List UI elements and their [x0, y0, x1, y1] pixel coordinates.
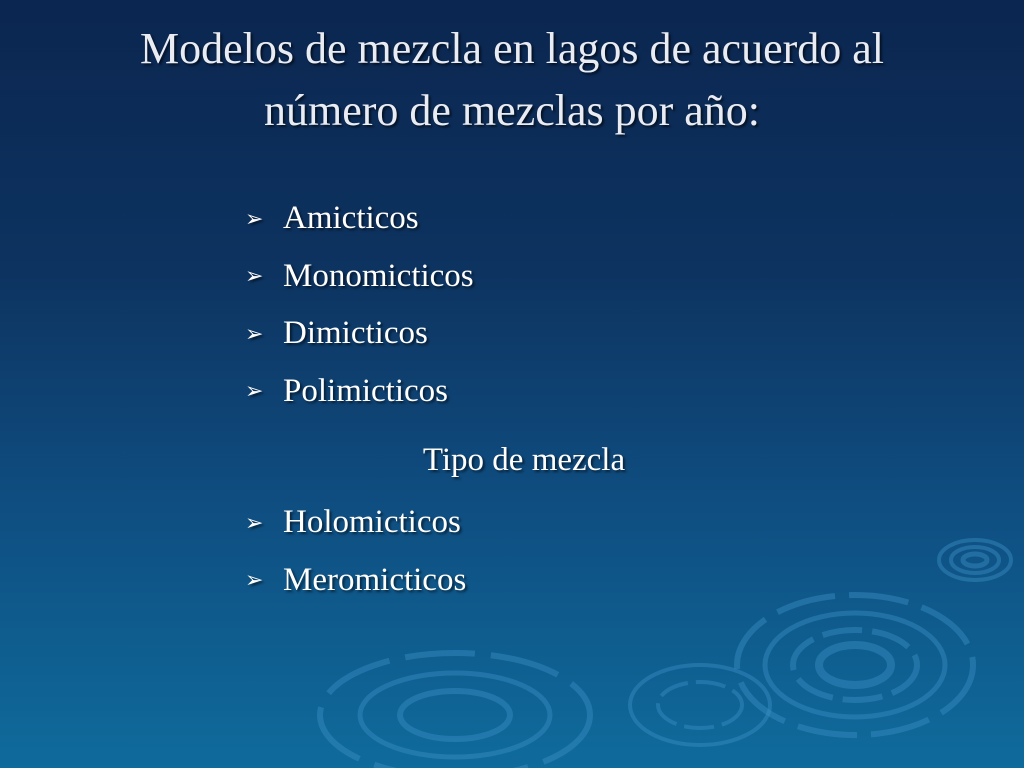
list-item [245, 248, 474, 306]
slide-title [40, 18, 984, 142]
list-item-label: Dimicticos [283, 315, 428, 352]
list-item-label: Monomicticos [283, 257, 474, 294]
list-item [245, 363, 474, 421]
arrow-bullet-icon: ➢ [245, 378, 264, 404]
list-item [245, 305, 474, 363]
list-item [245, 494, 466, 552]
arrow-bullet-icon: ➢ [245, 205, 264, 231]
arrow-bullet-icon: ➢ [245, 567, 264, 593]
list-item-label: Polimicticos [283, 372, 448, 409]
mixing-type-heading: Tipo de mezcla [422, 442, 626, 478]
ripple-bottom-center [320, 653, 590, 768]
list-item-label: Holomicticos [283, 504, 461, 541]
list-item-label: Meromicticos [283, 561, 467, 598]
mixing-frequency-list [245, 190, 474, 420]
list-item [245, 552, 466, 610]
slide-title-line-1: Modelos de mezcla en lagos de acuerdo al [139, 24, 885, 73]
ripple-small-top [939, 540, 1011, 580]
arrow-bullet-icon: ➢ [245, 320, 264, 346]
mixing-type-list [245, 494, 466, 609]
list-item-label: Amicticos [283, 200, 419, 237]
ripple-bottom-right [630, 665, 770, 745]
arrow-bullet-icon: ➢ [245, 509, 264, 535]
ripple-large [737, 595, 973, 735]
list-item [245, 190, 474, 248]
slide-title-line-2: número de mezclas por año: [263, 86, 761, 135]
arrow-bullet-icon: ➢ [245, 263, 264, 289]
